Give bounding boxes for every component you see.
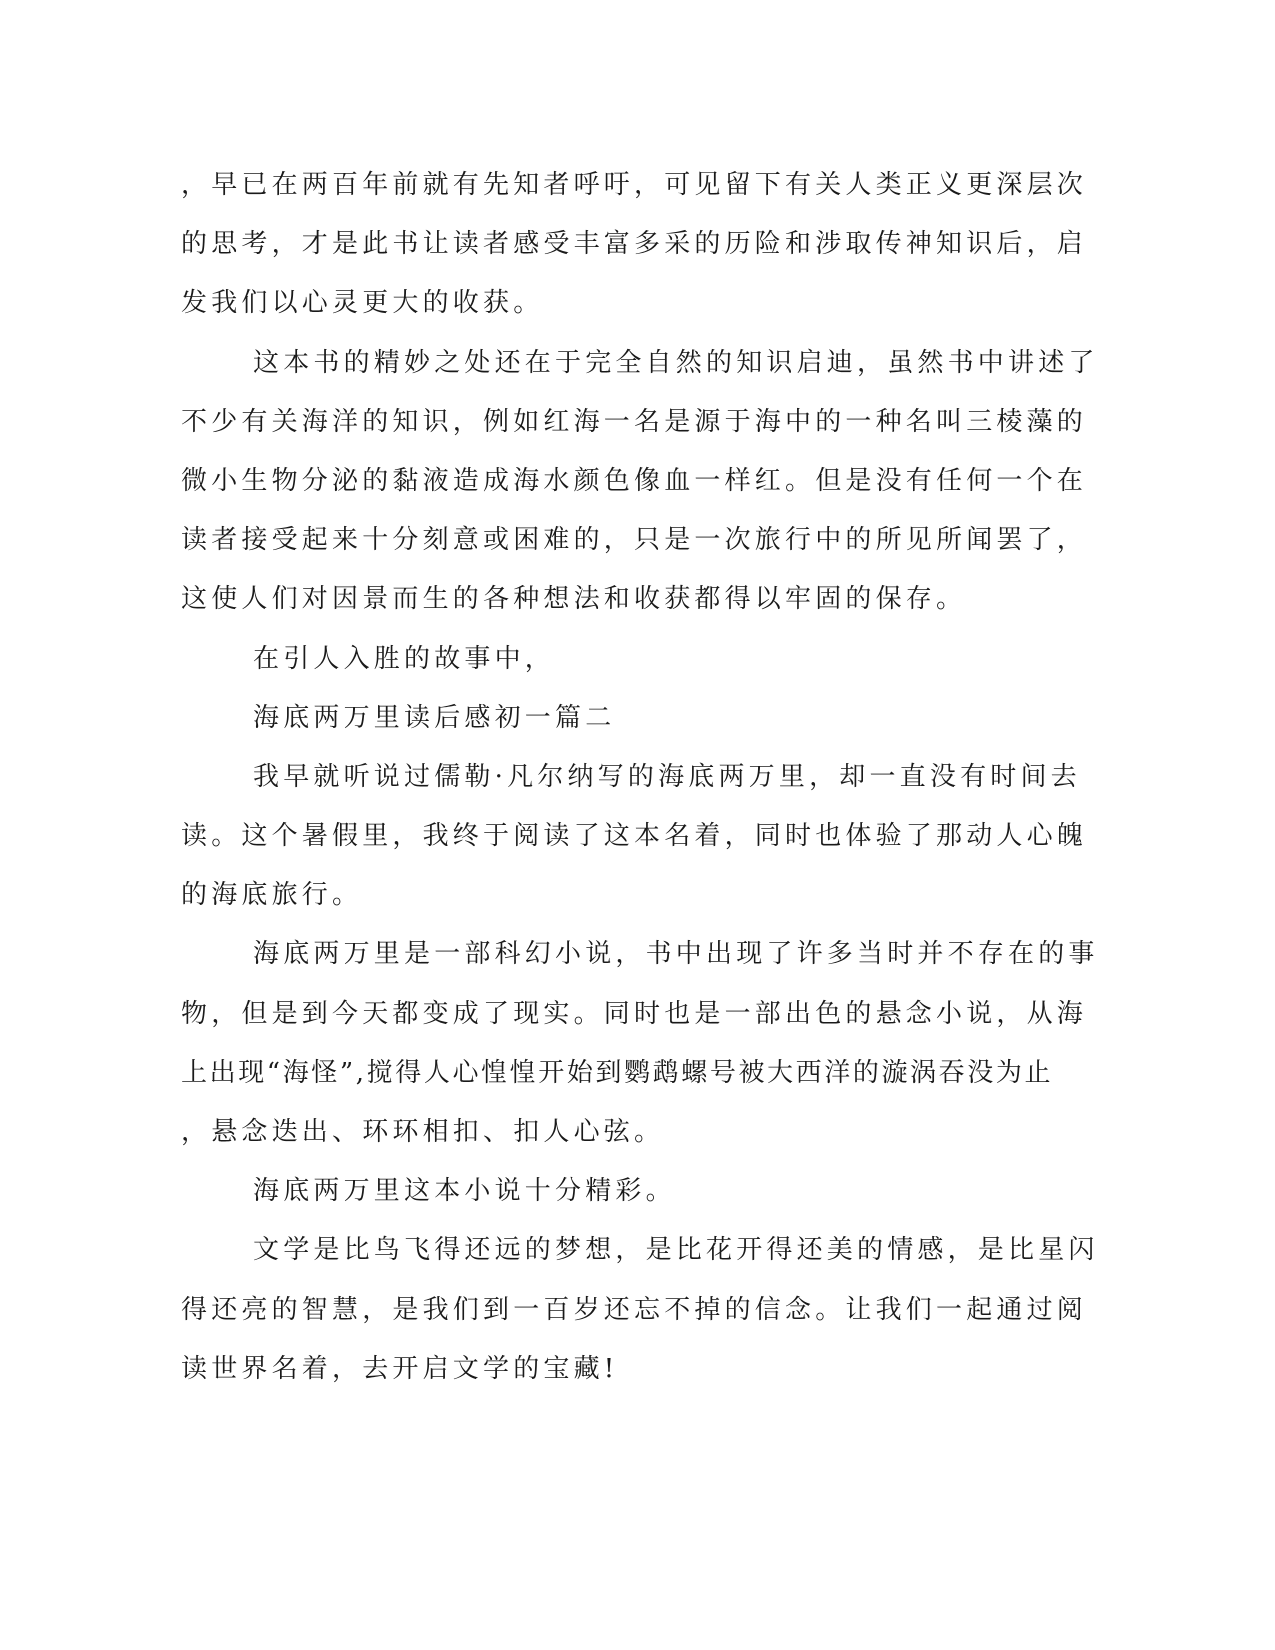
text-line: ，悬念迭出、环环相扣、扣人心弦。: [181, 1117, 665, 1147]
text-line: 读者接受起来十分刻意或困难的，只是一次旅行中的所见所闻罢了，: [181, 525, 1088, 556]
text-line: 得还亮的智慧，是我们到一百岁还忘不掉的信念。让我们一起通过阅: [181, 1294, 1088, 1325]
paragraph-start-line: 这本书的精妙之处还在于完全自然的知识启迪，虽然书中讲述了: [253, 347, 1099, 378]
text-line: 读世界名着，去开启文学的宝藏!: [181, 1353, 619, 1384]
text-line: 上出现“海怪”,搅得人心惶惶开始到鹦鹉螺号被大西洋的漩涡吞没为止: [181, 1057, 1054, 1088]
text-line: 不少有关海洋的知识，例如红海一名是源于海中的一种名叫三棱藻的: [181, 406, 1088, 437]
paragraph-start-line: 文学是比鸟飞得还远的梦想，是比花开得还美的情感，是比星闪: [253, 1235, 1099, 1266]
paragraph-start-line: 海底两万里是一部科幻小说，书中出现了许多当时并不存在的事: [253, 939, 1099, 970]
paragraph-start-line: 在引人入胜的故事中，: [253, 643, 556, 674]
paragraph-start-line: 我早就听说过儒勒·凡尔纳写的海底两万里，却一直没有时间去: [253, 761, 1081, 792]
document-body: [181, 156, 1099, 1399]
text-line: 的海底旅行。: [181, 880, 363, 911]
text-line: 发我们以心灵更大的收获。: [181, 288, 544, 319]
text-line: 的思考，才是此书让读者感受丰富多采的历险和涉取传神知识后，启: [181, 229, 1088, 260]
text-line: 微小生物分泌的黏液造成海水颜色像血一样红。但是没有任何一个在: [181, 465, 1088, 496]
section-heading: 海底两万里读后感初一篇二: [253, 702, 616, 733]
text-line: 物，但是到今天都变成了现实。同时也是一部出色的悬念小说，从海: [181, 998, 1088, 1029]
paragraph-start-line: 海底两万里这本小说十分精彩。: [253, 1176, 676, 1207]
text-line: ，早已在两百年前就有先知者呼吁，可见留下有关人类正义更深层次: [181, 170, 1088, 200]
text-line: 这使人们对因景而生的各种想法和收获都得以牢固的保存。: [181, 584, 967, 615]
text-line: 读。这个暑假里，我终于阅读了这本名着，同时也体验了那动人心魄: [181, 821, 1088, 852]
